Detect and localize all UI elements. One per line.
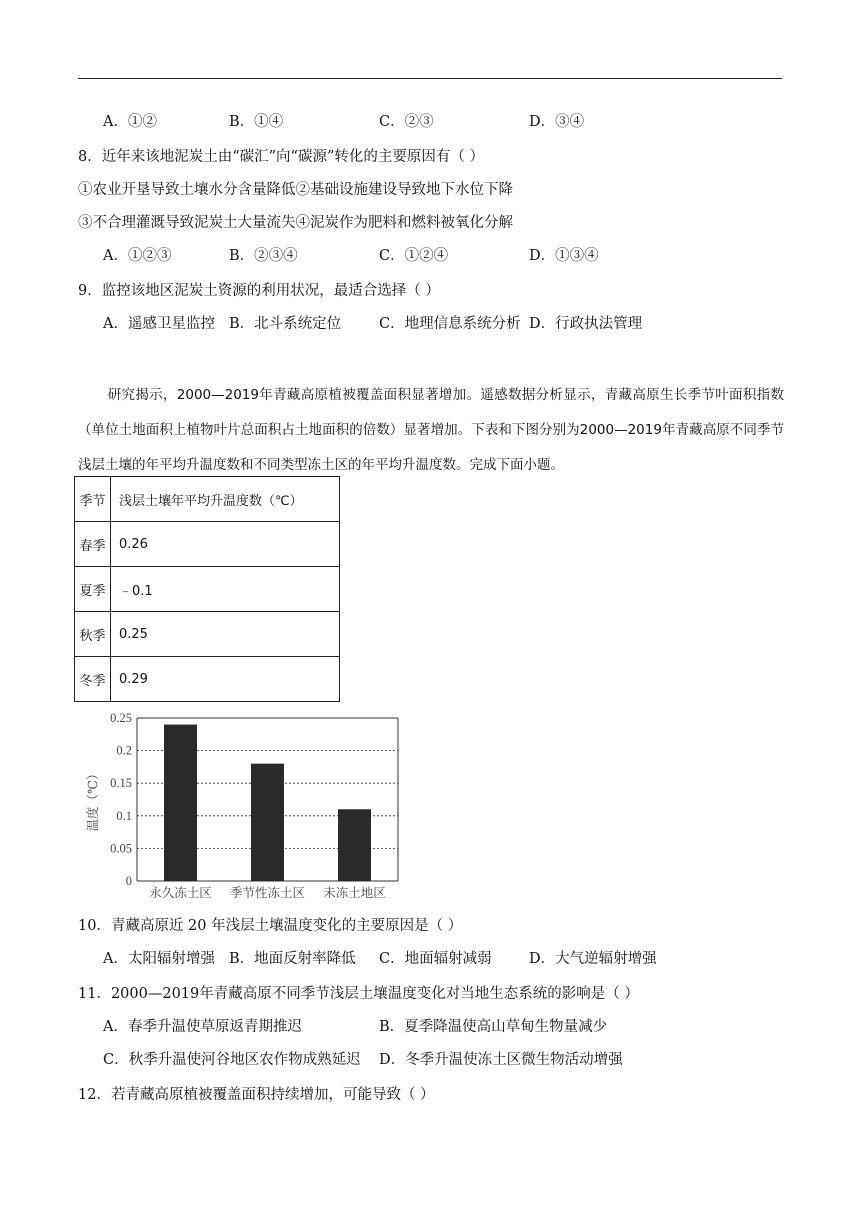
q9-option-b[interactable]: B．北斗系统定位 (229, 316, 342, 332)
y-tick-label: 0.05 (110, 841, 132, 856)
permafrost-temperature-bar-chart (78, 708, 428, 904)
bar (338, 809, 371, 881)
q9-option-a[interactable]: A．遥感卫星监控 (103, 316, 215, 332)
table-row (75, 657, 340, 702)
table-row (75, 567, 340, 612)
table-cell-value: 0.29 (111, 657, 340, 702)
q8-option-a[interactable]: A．①②③ (103, 248, 172, 264)
q7-option-a[interactable]: A．①② (103, 114, 157, 130)
q10-option-a[interactable]: A．太阳辐射增强 (103, 951, 215, 967)
table-cell-value: 0.25 (111, 612, 340, 657)
q8-option-b[interactable]: B．②③④ (229, 248, 298, 264)
bar (164, 725, 197, 881)
y-tick-label: 0.15 (110, 776, 132, 791)
x-category-label: 未冻土地区 (323, 886, 386, 900)
y-axis-label: 温度（℃） (86, 767, 100, 832)
bar (251, 764, 284, 881)
q9-option-d[interactable]: D．行政执法管理 (529, 316, 643, 332)
season-temperature-table (74, 476, 340, 702)
reading-passage: 研究揭示，2000—2019年青藏高原植被覆盖面积显著增加。遥感数据分析显示，青藏高原生长季节叶面积指数（单位土地面积上植物叶片总面积占土地面积的倍数）显著增加。下表和下图分别为2000—2019年青藏高原不同季节浅层土壤的年平均升温度数和不同类型冻土区的年平均升温度数。完成下面小题。 (78, 387, 784, 473)
q8-option-c[interactable]: C．①②④ (379, 248, 449, 264)
q7-option-b[interactable]: B．①④ (229, 114, 284, 130)
x-category-label: 季节性冻土区 (229, 886, 306, 900)
table-row (75, 612, 340, 657)
y-tick-label: 0.1 (116, 808, 132, 823)
table-cell-season: 冬季 (75, 657, 111, 702)
q11-option-d[interactable]: D．冬季升温使冻土区微生物活动增强 (379, 1052, 623, 1068)
q8-option-d[interactable]: D．①③④ (529, 248, 599, 264)
table-cell-season: 春季 (75, 522, 111, 567)
q11-option-a[interactable]: A．春季升温使草原返青期推迟 (103, 1019, 302, 1035)
table-cell-season: 夏季 (75, 567, 111, 612)
q10-stem: 10．青藏高原近 20 年浅层土壤温度变化的主要原因是（ ） (78, 918, 463, 934)
q9-stem: 9．监控该地区泥炭土资源的利用状况，最适合选择（ ） (78, 283, 440, 299)
q8-statement-line1: ①农业开垦导致土壤水分含量降低②基础设施建设导致地下水位下降 (78, 182, 513, 198)
table-cell-value: 0.26 (111, 522, 340, 567)
q9-option-c[interactable]: C．地理信息系统分析 (379, 316, 521, 332)
q10-option-d[interactable]: D．大气逆辐射增强 (529, 951, 657, 967)
x-category-label: 永久冻土区 (149, 886, 212, 900)
table-row (75, 522, 340, 567)
q11-option-b[interactable]: B．夏季降温使高山草甸生物量减少 (379, 1019, 608, 1035)
y-tick-label: 0.2 (116, 743, 132, 758)
q8-statement-line2: ③不合理灌溉导致泥炭土大量流失④泥炭作为肥料和燃料被氧化分解 (78, 215, 513, 231)
table-cell-season: 秋季 (75, 612, 111, 657)
table-cell-value: ﹣0.1 (111, 567, 340, 612)
q8-stem: 8．近年来该地泥炭土由“碳汇”向“碳源”转化的主要原因有（ ） (78, 149, 484, 165)
table-header-row (75, 477, 340, 522)
table-header-season: 季节 (75, 477, 111, 522)
y-tick-label: 0 (125, 874, 132, 888)
q7-option-d[interactable]: D．③④ (529, 114, 585, 130)
y-tick-label: 0.25 (110, 711, 132, 725)
header-rule (78, 78, 782, 79)
q12-stem: 12．若青藏高原植被覆盖面积持续增加，可能导致（ ） (78, 1087, 435, 1103)
q10-option-c[interactable]: C．地面辐射减弱 (379, 951, 492, 967)
q11-option-c[interactable]: C．秋季升温使河谷地区农作物成熟延迟 (103, 1052, 361, 1068)
q7-option-c[interactable]: C．②③ (379, 114, 434, 130)
q10-option-b[interactable]: B．地面反射率降低 (229, 951, 356, 967)
q11-stem: 11．2000—2019年青藏高原不同季节浅层土壤温度变化对当地生态系统的影响是（ ） (78, 986, 639, 1002)
table-header-temperature: 浅层土壤年平均升温度数（℃） (111, 477, 340, 522)
